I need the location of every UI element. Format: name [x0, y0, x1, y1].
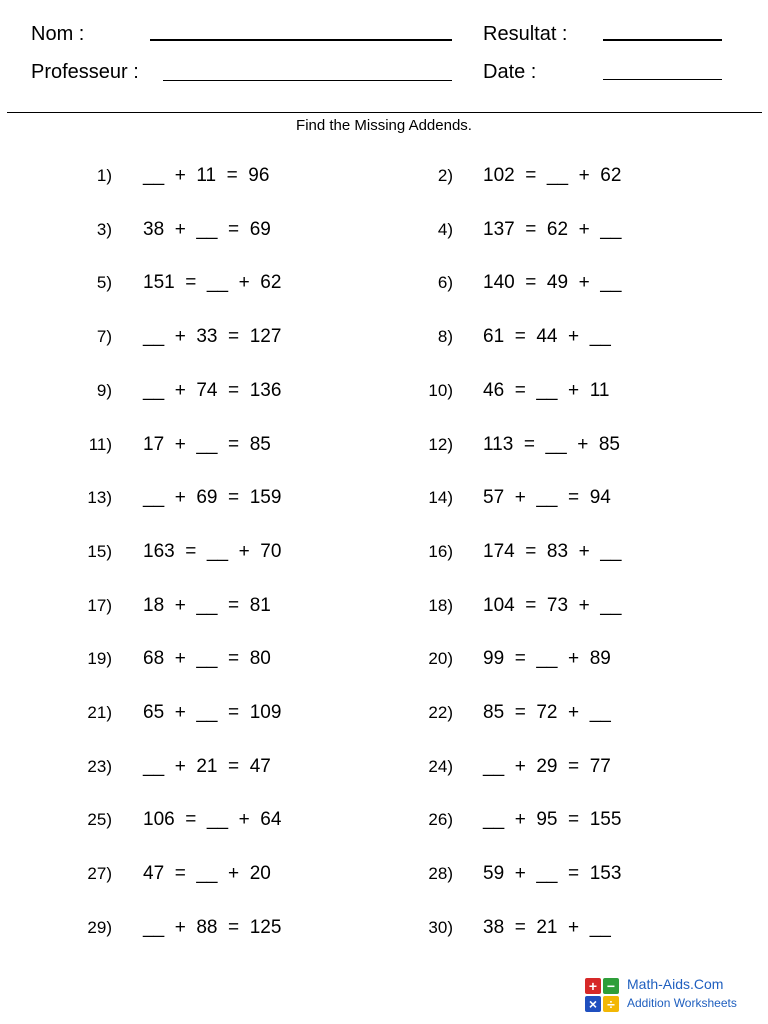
- name-label: Nom :: [31, 23, 85, 45]
- problem-item: [0, 754, 768, 780]
- problem-equation[interactable]: __ + 74 = 136: [143, 380, 282, 401]
- problem-item: [0, 807, 768, 833]
- problem-number: 5): [96, 273, 112, 292]
- problem-item: [0, 593, 768, 619]
- problem-equation[interactable]: 47 = __ + 20: [143, 863, 271, 884]
- problem-number: 20): [428, 649, 453, 668]
- problem-equation[interactable]: __ + 95 = 155: [483, 809, 622, 830]
- score-label: Resultat :: [483, 23, 568, 45]
- problem-equation[interactable]: 174 = 83 + __: [483, 541, 622, 562]
- instructions: Find the Missing Addends.: [296, 117, 472, 134]
- problem-equation[interactable]: __ + 69 = 159: [143, 487, 282, 508]
- problem-equation[interactable]: __ + 21 = 47: [143, 756, 271, 777]
- plus-icon: +: [585, 978, 601, 994]
- problem-equation[interactable]: 68 + __ = 80: [143, 648, 271, 669]
- problem-number: 11): [88, 435, 112, 454]
- problem-equation[interactable]: 106 = __ + 64: [143, 809, 282, 830]
- problem-equation[interactable]: 38 = 21 + __: [483, 917, 611, 938]
- problem-number: 2): [437, 166, 453, 185]
- problem-number: 10): [428, 381, 453, 400]
- date-label: Date :: [483, 61, 537, 83]
- problem-equation[interactable]: 102 = __ + 62: [483, 165, 622, 186]
- problem-number: 25): [87, 810, 112, 829]
- problem-equation[interactable]: 137 = 62 + __: [483, 219, 622, 240]
- problem-equation[interactable]: 46 = __ + 11: [483, 380, 610, 401]
- problem-number: 30): [428, 918, 453, 937]
- problem-equation[interactable]: 140 = 49 + __: [483, 272, 622, 293]
- problem-number: 8): [437, 327, 453, 346]
- problem-equation[interactable]: 18 + __ = 81: [143, 595, 271, 616]
- problem-equation[interactable]: 59 + __ = 153: [483, 863, 622, 884]
- problem-item: [0, 539, 768, 565]
- problem-number: 16): [428, 542, 453, 561]
- problem-number: 17): [87, 596, 112, 615]
- teacher-label: Professeur :: [31, 61, 139, 83]
- problem-equation[interactable]: 151 = __ + 62: [143, 272, 282, 293]
- problem-number: 21): [87, 703, 112, 722]
- problem-number: 13): [87, 488, 112, 507]
- problem-number: 7): [96, 327, 112, 346]
- problem-equation[interactable]: 65 + __ = 109: [143, 702, 282, 723]
- problem-item: [0, 163, 768, 189]
- problem-equation[interactable]: 163 = __ + 70: [143, 541, 282, 562]
- problem-number: 28): [428, 864, 453, 883]
- problem-item: [0, 270, 768, 296]
- problem-number: 18): [428, 596, 453, 615]
- problem-number: 29): [87, 918, 112, 937]
- problem-item: [0, 217, 768, 243]
- problem-item: [0, 432, 768, 458]
- logo-subtitle: Addition Worksheets: [627, 996, 737, 1010]
- problem-number: 12): [428, 435, 453, 454]
- problem-number: 15): [87, 542, 112, 561]
- logo-title: Math-Aids.Com: [627, 976, 724, 992]
- problem-equation[interactable]: 113 = __ + 85: [483, 434, 620, 455]
- times-icon: ×: [585, 996, 601, 1012]
- problem-equation[interactable]: 85 = 72 + __: [483, 702, 611, 723]
- problem-item: [0, 324, 768, 350]
- problem-equation[interactable]: __ + 11 = 96: [143, 165, 270, 186]
- problem-item: [0, 485, 768, 511]
- problem-equation[interactable]: 61 = 44 + __: [483, 326, 611, 347]
- problem-equation[interactable]: 38 + __ = 69: [143, 219, 271, 240]
- problem-equation[interactable]: 17 + __ = 85: [143, 434, 271, 455]
- minus-icon: −: [603, 978, 619, 994]
- problem-number: 24): [428, 757, 453, 776]
- problem-equation[interactable]: 104 = 73 + __: [483, 595, 622, 616]
- problem-equation[interactable]: __ + 88 = 125: [143, 917, 282, 938]
- problem-equation[interactable]: 57 + __ = 94: [483, 487, 611, 508]
- math-aids-logo: [583, 976, 753, 1016]
- problem-item: [0, 700, 768, 726]
- problem-equation[interactable]: __ + 33 = 127: [143, 326, 282, 347]
- problem-item: [0, 378, 768, 404]
- divide-icon: ÷: [603, 996, 619, 1012]
- problem-item: [0, 915, 768, 941]
- problem-item: [0, 861, 768, 887]
- problem-number: 1): [96, 166, 112, 185]
- problem-number: 9): [96, 381, 112, 400]
- problem-number: 22): [428, 703, 453, 722]
- problem-item: [0, 646, 768, 672]
- problem-equation[interactable]: __ + 29 = 77: [483, 756, 611, 777]
- problem-number: 4): [437, 220, 453, 239]
- problem-number: 3): [96, 220, 112, 239]
- problem-number: 19): [87, 649, 112, 668]
- problem-number: 23): [87, 757, 112, 776]
- problem-equation[interactable]: 99 = __ + 89: [483, 648, 611, 669]
- problem-number: 14): [428, 488, 453, 507]
- problem-number: 27): [87, 864, 112, 883]
- problem-number: 26): [428, 810, 453, 829]
- problem-number: 6): [437, 273, 453, 292]
